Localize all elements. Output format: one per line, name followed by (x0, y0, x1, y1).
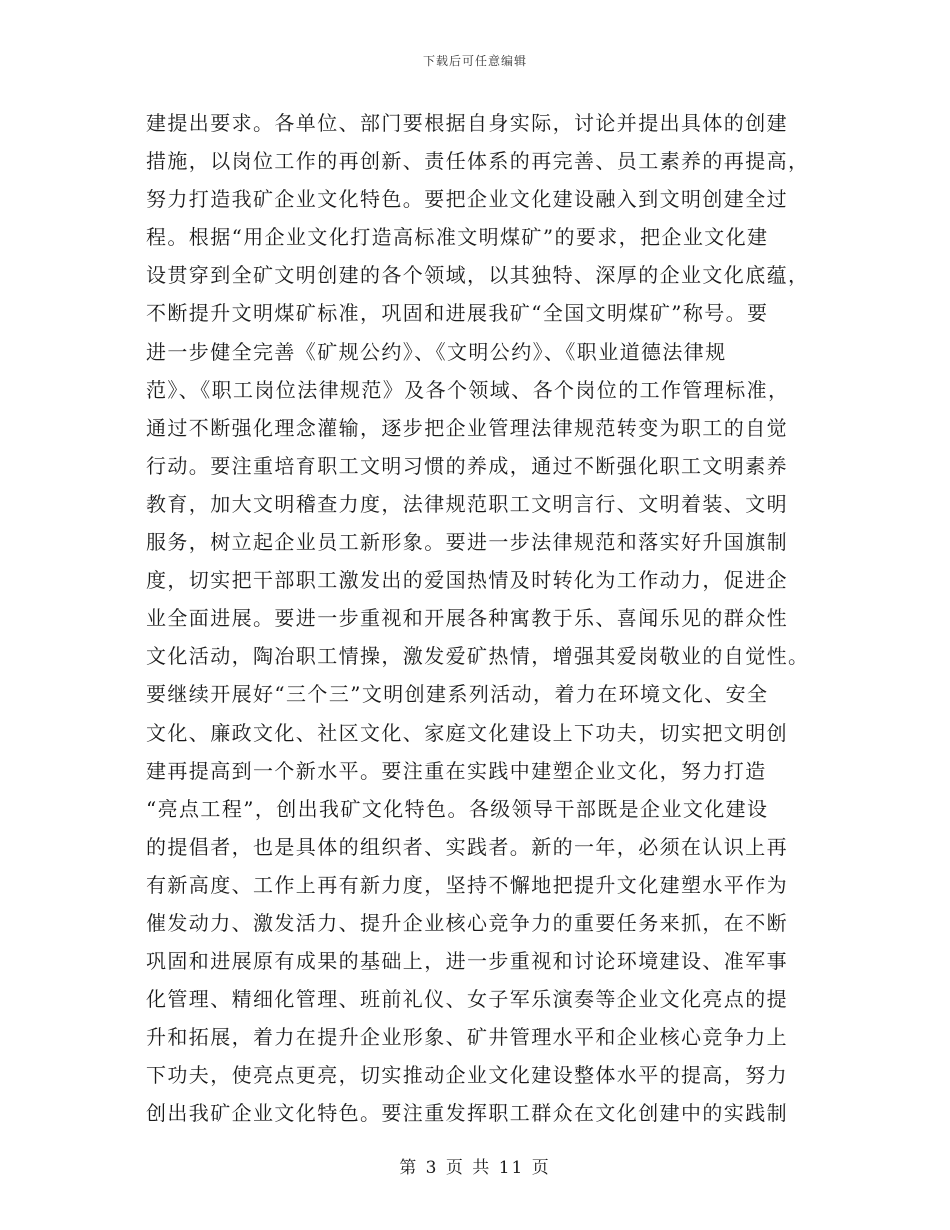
text-line: 要继续开展好“三个三”文明创建系列活动，着力在环境文化、安全 (146, 682, 769, 707)
text-line: 努力打造我矿企业文化特色。要把企业文化建设融入到文明创建全过 (146, 187, 788, 212)
text-line: 教育，加大文明稽查力度，法律规范职工文明言行、文明着装、文明 (146, 491, 788, 516)
text-line: 下功夫，使亮点更亮，切实推动企业文化建设整体水平的提高，努力 (146, 1063, 788, 1088)
text-line: 范》、《职工岗位法律规范》及各个领域、各个岗位的工作管理标准， (146, 377, 790, 402)
page-number: 第 3 页 共 11 页 (399, 1158, 551, 1178)
text-line: 催发动力、激发活力、提升企业核心竞争力的重要任务来抓，在不断 (146, 910, 788, 935)
text-line: 的提倡者，也是具体的组织者、实践者。新的一年，必须在认识上再 (146, 834, 788, 859)
text-line: 化管理、精细化管理、班前礼仪、女子军乐演奏等企业文化亮点的提 (146, 987, 788, 1012)
text-line: 文化活动，陶冶职工情操，激发爱矿热情，增强其爱岗敬业的自觉性。 (146, 644, 810, 669)
text-line: 升和拓展，着力在提升企业形象、矿井管理水平和企业核心竞争力上 (146, 1025, 788, 1050)
text-line: 服务，树立起企业员工新形象。要进一步法律规范和落实好升国旗制 (146, 530, 788, 555)
text-line: 建再提高到一个新水平。要注重在实践中建塑企业文化，努力打造 (146, 758, 767, 783)
text-line: 程。根据“用企业文化打造高标准文明煤矿”的要求，把企业文化建 (146, 225, 769, 250)
text-line: 进一步健全完善《矿规公约》、《文明公约》、《职业道德法律规 (146, 339, 727, 364)
text-line: 巩固和进展原有成果的基础上，进一步重视和讨论环境建设、准军事 (146, 949, 788, 974)
page-header: 下载后可任意编辑 (422, 54, 527, 68)
text-line: 创出我矿企业文化特色。要注重发挥职工群众在文化创建中的实践制 (146, 1101, 788, 1126)
text-line: 有新高度、工作上再有新力度，坚持不懈地把提升文化建塑水平作为 (146, 872, 788, 897)
text-line: “亮点工程”，创出我矿文化特色。各级领导干部既是企业文化建设 (146, 796, 769, 821)
text-line: 业全面进展。要进一步重视和开展各种寓教于乐、喜闻乐见的群众性 (146, 606, 788, 631)
text-line: 通过不断强化理念灌输，逐步把企业管理法律规范转变为职工的自觉 (146, 415, 788, 440)
text-line: 文化、廉政文化、社区文化、家庭文化建设上下功夫，切实把文明创 (146, 720, 788, 745)
text-line: 建提出要求。各单位、部门要根据自身实际，讨论并提出具体的创建 (146, 111, 788, 135)
text-line: 行动。要注重培育职工文明习惯的养成，通过不断强化职工文明素养 (146, 453, 788, 478)
text-line: 度，切实把干部职工激发出的爱国热情及时转化为工作动力，促进企 (146, 568, 788, 593)
text-line: 措施，以岗位工作的再创新、责任体系的再完善、员工素养的再提高， (146, 149, 810, 174)
text-line: 设贯穿到全矿文明创建的各个领域，以其独特、深厚的企业文化底蕴， (146, 263, 810, 288)
text-line: 不断提升文明煤矿标准，巩固和进展我矿“全国文明煤矿”称号。要 (146, 301, 769, 326)
document-body (146, 104, 810, 1133)
